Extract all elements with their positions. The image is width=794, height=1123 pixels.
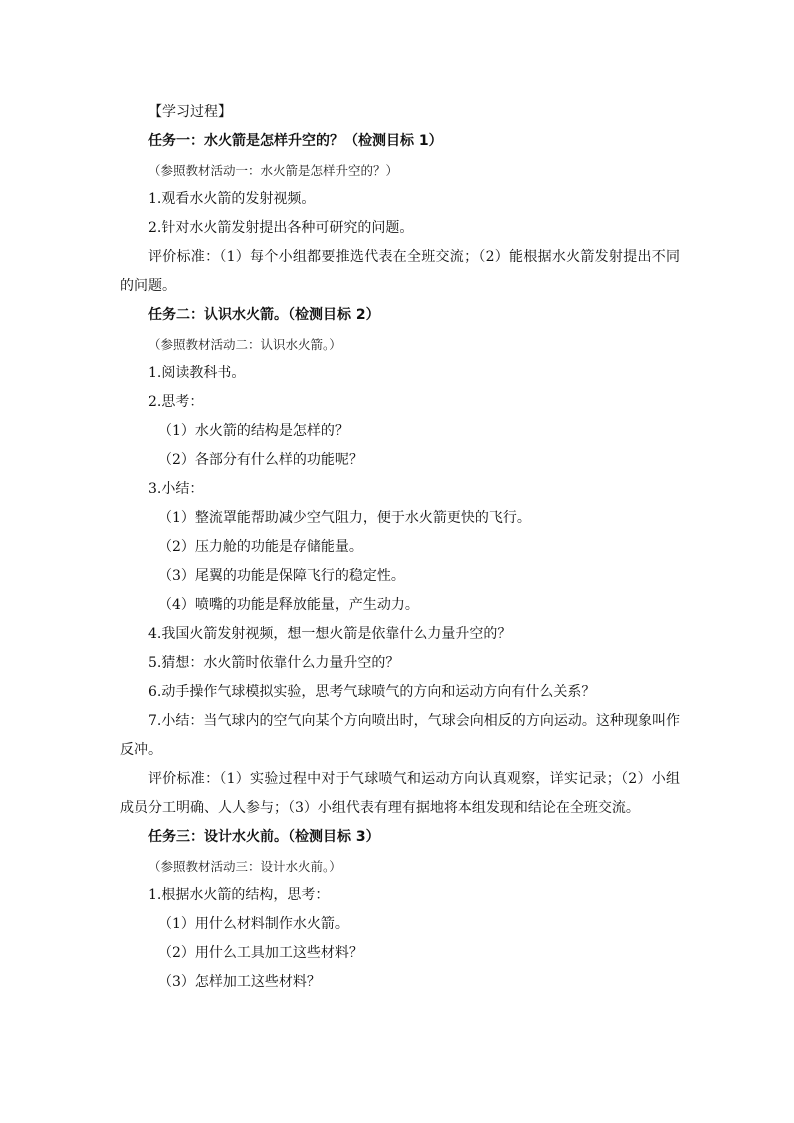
task2-question-2: （2）各部分有什么样的功能呢？: [158, 452, 363, 468]
task1-evaluation: 评价标准：（1）每个小组都要推选代表在全班交流；（2）能根据水火箭发射提出不同的问题。: [120, 249, 680, 294]
task3-question-1: （1）用什么材料制作水火箭。: [158, 916, 349, 932]
task2-step-3: 3.小结：: [148, 481, 204, 497]
task2-reference: （参照教材活动二：认识水火箭。）: [148, 337, 342, 352]
task2-summary-2: （2）压力舱的功能是存储能量。: [158, 539, 363, 555]
task2-question-1: （1）水火箭的结构是怎样的？: [158, 423, 349, 439]
task2-step-6: 6.动手操作气球模拟实验，思考气球喷气的方向和运动方向有什么关系？: [148, 684, 596, 700]
task2-step-4: 4.我国火箭发射视频，想一想火箭是依靠什么力量升空的？: [148, 626, 512, 642]
task2-evaluation: 评价标准：（1）实验过程中对于气球喷气和运动方向认真观察，详实记录；（2）小组成员分工明确、人人参与；（3）小组代表有理有据地将本组发现和结论在全班交流。: [120, 771, 680, 816]
task1-step-1: 1.观看水火箭的发射视频。: [148, 191, 316, 207]
task1-step-2: 2.针对水火箭发射提出各种可研究的问题。: [148, 220, 414, 236]
task2-summary-3: （3）尾翼的功能是保障飞行的稳定性。: [158, 568, 405, 584]
task3-title: 任务三：设计水火前。（检测目标 3）: [148, 829, 380, 845]
learning-process-section: [120, 98, 680, 997]
task1-reference: （参照教材活动一：水火箭是怎样升空的？）: [148, 163, 399, 178]
task2-summary-1: （1）整流罩能帮助减少空气阻力，便于水火箭更快的飞行。: [158, 510, 531, 526]
task2-step-2: 2.思考：: [148, 394, 204, 410]
section-heading: 【学习过程】: [148, 104, 232, 120]
task2-title: 任务二：认识水火箭。（检测目标 2）: [148, 307, 380, 323]
task1-title: 任务一：水火箭是怎样升空的？（检测目标 1）: [148, 133, 443, 149]
task3-question-2: （2）用什么工具加工这些材料？: [158, 945, 363, 961]
task3-step-1: 1.根据水火箭的结构，思考：: [148, 887, 330, 903]
task2-step-1: 1.阅读教科书。: [148, 365, 246, 381]
task2-step-5: 5.猜想：水火箭时依靠什么力量升空的？: [148, 655, 400, 671]
task2-summary-4: （4）喷嘴的功能是释放能量，产生动力。: [158, 597, 419, 613]
task2-step-7: 7.小结：当气球内的空气向某个方向喷出时，气球会向相反的方向运动。这种现象叫作反冲。: [120, 713, 680, 758]
task3-question-3: （3）怎样加工这些材料？: [158, 974, 321, 990]
task3-reference: （参照教材活动三：设计水火前。）: [148, 859, 342, 874]
